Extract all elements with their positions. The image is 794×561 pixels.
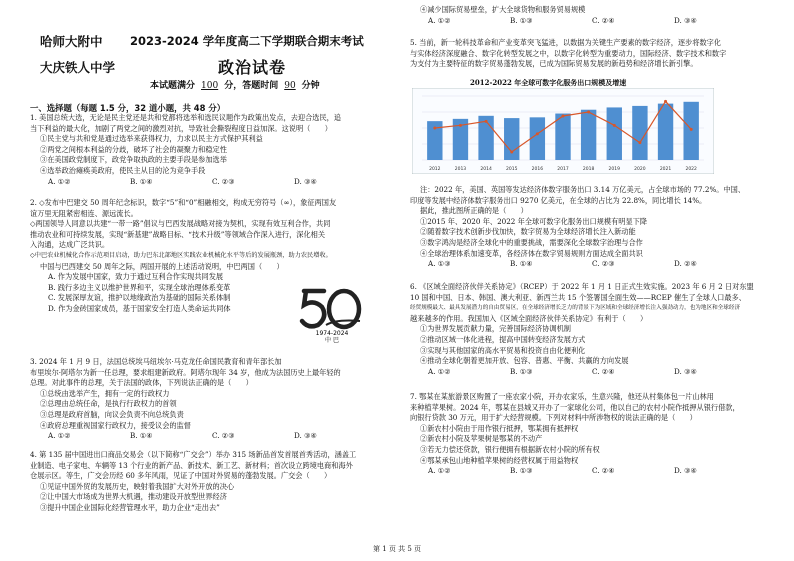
q2-line: 推动农业和可持续发展，实现“新基建”战略目标、“技术升级”等领域合作深入进行，深化相关 — [30, 229, 326, 239]
q5-line: ③数字鸿沟是经济全球化中的重要挑战，需要深化全球数字治理与合作 — [420, 237, 643, 247]
q2-choice-c[interactable]: C. 发展深厚友谊，推护以地缘政治为基础的国际关系体制 — [48, 293, 231, 303]
section-heading: 一、选择题（每题 1.5 分，32 道小题，共 48 分） — [30, 103, 226, 113]
q5-line: ①2015 年、2020 年、2022 年全球可数字化服务出口规模有明显下降 — [420, 216, 648, 226]
exam-title: 2023-2024 学年度高二下学期联合期末考试 — [130, 34, 364, 48]
q6-option-b[interactable]: B. ①③ — [510, 366, 533, 376]
q3-option-a[interactable]: A. ①② — [48, 431, 71, 441]
growth-point — [485, 120, 488, 123]
school-name-2: 大庆铁人中学 — [40, 60, 116, 75]
export-chart — [412, 88, 714, 174]
chart-title: 2012-2022 年全球可数字化服务出口规模及增速 — [470, 78, 627, 87]
growth-point — [613, 124, 616, 127]
q7-option-a[interactable]: A. ①② — [428, 466, 451, 476]
q3-line: 总理。对此事件的总理，关于法国的政体，下列说法正确的是（ ） — [30, 378, 253, 388]
q3-line: ④政府总理重视国家行政权力，接受议会的监督 — [40, 420, 191, 430]
question-4 — [30, 450, 356, 514]
q6-option-d[interactable]: D. ③④ — [674, 366, 697, 376]
x-tick-label: 2022 — [685, 167, 697, 172]
q5-option-c[interactable]: C. ②③ — [592, 259, 615, 269]
q5-line: 为支付为主要特征的数字贸易蓬勃发展，已成为国际贸易发展的新趋势和经济增长新引擎。 — [410, 59, 698, 69]
question-5-notes — [410, 185, 756, 270]
question-3 — [30, 357, 376, 442]
q3-option-c[interactable]: C. ②③ — [212, 431, 235, 441]
q5-option-d[interactable]: D. ②④ — [674, 259, 697, 269]
question-4-continued — [410, 5, 756, 26]
q7-line: 7. 鄂某在某旅游景区购置了一座农家小院，开办农家乐，生意兴隆，他还从村集体包一片山林用 — [410, 392, 714, 401]
question-6 — [410, 282, 756, 377]
q5-note: 印度等发展中经济体数字服务出口 9270 亿美元，在全球的占比为 22.8%，同比增长 14%。 — [410, 195, 707, 205]
q7-line: ①新农村小院由于用作银行抵押，鄂某拥有抵押权 — [420, 423, 579, 433]
bar — [530, 117, 545, 160]
q1-option-b[interactable]: B. ①④ — [130, 176, 153, 186]
q2-choice-a[interactable]: A. 作为发展中国家，致力于通过互利合作实现共同发展 — [48, 272, 224, 282]
q2-choice-b[interactable]: B. 践行多边主义以维护世界和平，实现全球治理体系变革 — [48, 282, 231, 292]
q4-line: ③提升中国企业国际化经营管理水平，助力企业“走出去” — [40, 502, 220, 512]
q1-option-c[interactable]: C. ②③ — [212, 176, 235, 186]
x-tick-label: 2016 — [531, 167, 544, 172]
q6-line: 6. 《区域全面经济伙伴关系协定》（RCEP）于 2022 年 1 月 1 日正式生效实施。2023 年 6 月 2 日对东盟 — [410, 282, 754, 291]
q1-line: 1. 美国总统大选，无论是民主党还是共和党都将选举和选民议题作为政策出发点，去迎合选民，追 — [30, 113, 342, 122]
q7-line: 向银行贷款 30 万元，用于扩大经营规模。下列对材料中所涉物权的说法正确的是（ ） — [410, 413, 697, 423]
x-tick-label: 2018 — [582, 167, 595, 172]
q2-line: 2. ◇发布中巴建交 50 周年纪念标识，数字“5”和“0”相融相交，构成无穷符号（∞），象征两国友 — [30, 198, 337, 207]
q1-line: ①民主党与共和党是通过选举来获得权力，力求以民主方式保护其利益 — [40, 134, 263, 144]
q4-line: 4. 第 135 届中国进出口商品交易会（以下简称“广交会”）举办 315 场新品首发首展首秀活动，涵盖工 — [30, 450, 357, 459]
q6-line: 越来越多的作用。我国加入《区域全面经济伙伴关系协定》有利于（ ） — [410, 313, 648, 323]
page-footer: 第 1 页 共 5 页 — [372, 545, 422, 553]
q5-note: 注：2022 年，美国、英国等发达经济体数字服务出口 3.14 万亿美元，占全球市场的 77.2%。中国、 — [420, 185, 746, 194]
bar — [658, 104, 673, 160]
bar — [607, 107, 622, 160]
q4-line: 仓展示区。等生，广交会历经 60 多年风雨，见证了中国对外贸易的蓬勃发展。广交会（ ） — [30, 471, 332, 481]
q3-line: ③总理是政府首脑，向议会负责不向总统负责 — [40, 409, 184, 419]
growth-point — [587, 111, 590, 114]
q3-option-b[interactable]: B. ①④ — [130, 431, 153, 441]
q7-option-b[interactable]: B. ①③ — [510, 466, 533, 476]
q6-line: 经贸规模最大、最具发展潜力的自由贸易区，在全球经济增长乏力的背景下为区域和全球经济增长注入强劲动力，也为地区和全球经济 — [410, 305, 741, 312]
question-5 — [410, 38, 726, 70]
q3-line: 布里埃尔·阿塔尔为新一任总理，要求组建新政府。阿塔尔现年 34 岁，他成为法国历史上最年轻的 — [30, 367, 341, 377]
q1-line: 当下利益的最大化，加剧了两党之间的激烈对抗，导致社会撕裂程度日益加深。这说明（ ） — [30, 123, 332, 133]
x-tick-label: 2017 — [557, 167, 569, 172]
full-score: 100 — [201, 81, 219, 91]
q6-option-c[interactable]: C. ②④ — [592, 366, 615, 376]
q4-line: ④减少国际贸易壁垒，扩大全球货物和服务贸易规模 — [420, 5, 586, 14]
q7-line: 来种植苹果树。2024 年，鄂某在县城又开办了一家球化公司，他以自己的农村小院作抵押从银行借款， — [410, 402, 740, 412]
x-tick-label: 2012 — [429, 167, 441, 172]
q7-line: ③若无力偿还贷款，银行便拥有根据新农村小院的所有权 — [420, 444, 600, 454]
school-name-1: 哈师大附中 — [40, 34, 103, 49]
growth-point — [664, 100, 667, 103]
q1-line: ③在美国政党制度下，政党争取执政的主要手段是参加选举 — [40, 155, 227, 165]
growth-point — [433, 127, 436, 130]
bar — [683, 102, 698, 160]
q5-line: ②随着数字技术创新步伐加快，数字贸易为全球经济增长注入新动能 — [420, 227, 636, 237]
q2-line: 谊万里无阻紧密相连、源远流长。 — [30, 208, 138, 218]
q2-stem: 中国与巴西建交 50 周年之际，两国开展的上述活动说明，中巴两国（ ） — [40, 261, 284, 271]
growth-point — [536, 132, 539, 135]
growth-point — [638, 141, 641, 144]
q5-stem: 据此，推此图所正确的是（ ） — [420, 206, 528, 216]
q4-line: 业制造、电子家电、车辆等 13 个行业的新产品、新技术、新工艺、新材料；首次设立跨境电商和海外 — [30, 460, 353, 470]
bar — [504, 118, 519, 160]
growth-point — [459, 124, 462, 127]
info-label-b: 分，答题时间 — [224, 81, 279, 91]
q6-line: ④推动全球化朝着更加开放、包容、普惠、平衡、共赢的方向发展 — [420, 356, 629, 366]
q6-line: ③实现与其他国家的高水平贸易和投资自由化便利化 — [420, 345, 586, 355]
exam-info — [150, 78, 320, 91]
x-tick-label: 2014 — [480, 167, 492, 172]
anniversary-logo — [296, 283, 368, 343]
q6-line: ②推动区域一体化进程，提高中国转变经济发展方式 — [420, 334, 586, 344]
q1-option-d[interactable]: D. ③④ — [294, 176, 317, 186]
q3-option-d[interactable]: D. ③④ — [294, 431, 317, 441]
q2-choice-d[interactable]: D. 作为金砖国家成员，基于国家安全打造人类命运共同体 — [48, 303, 231, 313]
growth-point — [690, 128, 693, 131]
q1-option-a[interactable]: A. ①② — [48, 176, 71, 186]
q5-line: 5. 当前，新一轮科技革命和产业变革突飞猛进，以数据为关键生产要素的数字经济，逐步将数字化 — [410, 38, 722, 47]
q7-option-c[interactable]: C. ②④ — [592, 466, 615, 476]
growth-point — [510, 151, 513, 154]
q2-line: ◇两国领导人同意以共建“一带一路”倡议与巴西发展战略对接为契机，实现有效互利合作，共同 — [30, 219, 331, 229]
q4-option-c[interactable]: C. ②④ — [592, 15, 615, 25]
q4-option-d[interactable]: D. ③④ — [674, 15, 697, 25]
x-tick-label: 2019 — [608, 167, 620, 172]
x-tick-label: 2013 — [454, 167, 467, 172]
question-7 — [410, 392, 756, 477]
q1-line: ②两党之间根本利益的分歧，破坏了社会的凝聚力和稳定性 — [40, 144, 227, 154]
q4-line: ②让中国大市场成为世界大机遇，推动建设开放型世界经济 — [40, 492, 227, 502]
logo-years: 1974-2024 — [315, 330, 349, 337]
q5-option-b[interactable]: B. ①④ — [510, 259, 533, 269]
q4-option-a[interactable]: A. ①② — [428, 15, 451, 25]
q2-line: ◇中巴农业机械化合作示范项目启动，助力巴东北部地区实践农业机械化水平等后的发展瓶颈，助力农民增收。 — [30, 251, 332, 259]
q4-line: ①见证中国外贸的发展历史，映射着我国扩大对外开放的决心 — [40, 481, 235, 491]
q6-line: 10 国和中国、日本、韩国、澳大利亚、新西兰共 15 个签署国全面生效——RCEP 催生了全球人口最多、 — [410, 292, 746, 302]
q7-option-d[interactable]: D. ③④ — [674, 466, 697, 476]
q3-line: 3. 2024 年 1 月 9 日，法国总统埃马纽埃尔·马克龙任命国民教育和青年部长加 — [30, 357, 282, 366]
question-2 — [30, 198, 336, 315]
x-tick-label: 2020 — [634, 167, 646, 172]
q3-line: ①总统由选举产生，拥有一定的行政权力 — [40, 388, 170, 398]
paper-title: 政治试卷 — [218, 58, 287, 77]
q2-line: 入沟通，达成广泛共识。 — [30, 240, 110, 250]
q7-line: ④鄂某承包山地种植苹果树的经营权属于用益物权 — [420, 455, 579, 465]
bar — [581, 110, 596, 160]
q5-option-a[interactable]: A. ①③ — [428, 259, 451, 269]
q5-line: ④全球治理体系加速变革，各经济体在数字贸易规则方面达成全面共识 — [420, 248, 643, 258]
info-label-c: 分钟 — [301, 81, 320, 91]
x-tick-label: 2015 — [506, 167, 518, 172]
q6-line: ①为世界发展贡献力量，完善国际经济协调机制 — [420, 324, 571, 334]
growth-point — [562, 115, 565, 118]
q6-option-a[interactable]: A. ①② — [428, 366, 451, 376]
x-tick-label: 2021 — [659, 167, 672, 172]
q3-line: ②总理由总统任命，是执行行政权力的首领 — [40, 399, 177, 409]
question-1 — [30, 113, 376, 187]
exam-time: 90 — [284, 81, 296, 91]
q5-line: 与实体经济深度融合、数字化转型发展之中，以数字化转型为重要动力，国际经济、数字技术和数字 — [410, 48, 727, 58]
logo-text: 中 巴 — [325, 337, 339, 343]
q1-line: ④选举政治瘫痪美政府，使民主从目的沦为竞争手段 — [40, 165, 206, 175]
q4-option-b[interactable]: B. ①③ — [510, 15, 533, 25]
q7-line: ②新农村小院及苹果树是鄂某的不动产 — [420, 434, 543, 444]
info-label-a: 本试题满分 — [150, 81, 196, 91]
